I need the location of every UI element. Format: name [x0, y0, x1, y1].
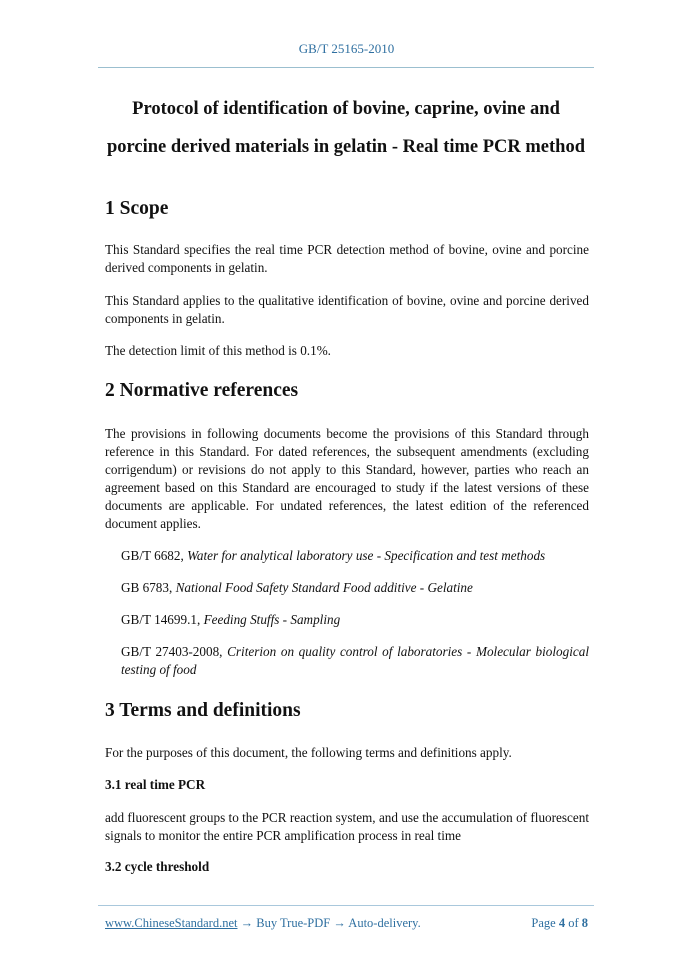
- footer-promo-text: → Buy True-PDF → Auto-delivery.: [237, 916, 421, 930]
- reference-code: GB/T 27403-2008,: [121, 644, 223, 659]
- page-total: 8: [581, 916, 588, 930]
- reference-item: [121, 579, 589, 597]
- scope-paragraph-3: The detection limit of this method is 0.1%.: [105, 343, 331, 358]
- footer-promo: [105, 916, 421, 931]
- page-label: Page: [531, 916, 556, 930]
- normative-intro: The provisions in following documents become the provisions of this Standard through reference in this Standard. For dated references, the subsequent amendments (excluding corrigendum) or revisions do not apply to this Standard, however, parties who reach an agreement based on this Standard are encouraged to study if the latest versions of these documents are applicable. For undated references, the latest edition of the referenced document applies.: [105, 426, 589, 531]
- reference-title: Water for analytical laboratory use - Specification and test methods: [187, 548, 546, 563]
- document-title: [98, 90, 594, 166]
- header-divider: [98, 67, 594, 68]
- page-indicator: [531, 916, 588, 931]
- term-heading-cycle-threshold: 3.2 cycle threshold: [105, 859, 210, 874]
- reference-title: Feeding Stuffs - Sampling: [203, 612, 341, 627]
- reference-code: GB/T 6682,: [121, 548, 184, 563]
- section-heading-normative-references: 2 Normative references: [105, 380, 299, 401]
- section-heading-scope: 1 Scope: [105, 198, 169, 219]
- title-line-2: porcine derived materials in gelatin - Real time PCR method: [106, 137, 585, 157]
- reference-code: GB/T 14699.1,: [121, 612, 201, 627]
- footer-divider: [98, 905, 594, 906]
- terms-intro: For the purposes of this document, the following terms and definitions apply.: [105, 745, 512, 760]
- page-current: 4: [558, 916, 566, 930]
- reference-item: [121, 547, 589, 565]
- section-heading-terms: 3 Terms and definitions: [105, 700, 301, 721]
- reference-title: Criterion on quality control of laboratories - Molecular biological testing of food: [121, 644, 590, 677]
- page-of: of: [568, 916, 579, 930]
- title-line-1: Protocol of identification of bovine, caprine, ovine and: [132, 99, 560, 119]
- standard-id-header: GB/T 25165-2010: [298, 41, 395, 56]
- reference-item: [121, 643, 589, 679]
- term-definition-real-time-pcr: add fluorescent groups to the PCR reaction system, and use the accumulation of fluorescent signals to monitor the entire PCR amplification process in real time: [105, 810, 589, 843]
- chinesestandard-link[interactable]: www.ChineseStandard.net: [105, 916, 238, 930]
- reference-title: National Food Safety Standard Food additive - Gelatine: [175, 580, 473, 595]
- scope-paragraph-1: This Standard specifies the real time PCR detection method of bovine, ovine and porcine derived components in gelatin.: [105, 242, 589, 275]
- scope-paragraph-2: This Standard applies to the qualitative identification of bovine, ovine and porcine derived components in gelatin.: [105, 293, 589, 326]
- reference-item: [121, 611, 589, 629]
- term-heading-real-time-pcr: 3.1 real time PCR: [105, 777, 206, 792]
- reference-code: GB 6783,: [121, 580, 173, 595]
